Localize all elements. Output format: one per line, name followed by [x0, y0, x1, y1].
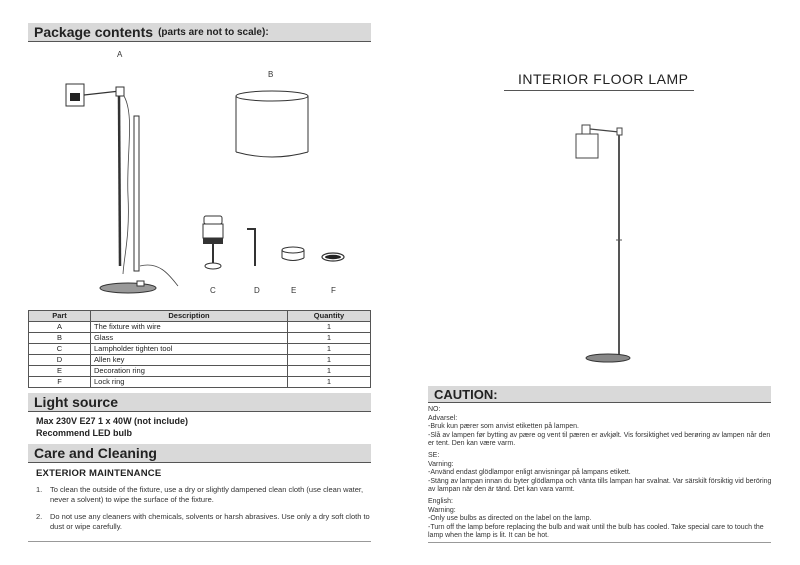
caution-line: -Only use bulbs as directed on the label on the lamp.: [428, 515, 592, 523]
care-header: [28, 444, 371, 463]
cell-description: Allen key: [91, 355, 288, 366]
caution-line: Advarsel:: [428, 414, 458, 422]
table-row: [29, 355, 371, 366]
cell-description: Decoration ring: [91, 366, 288, 377]
care-item-text: To clean the outside of the fixture, use a dry or slightly dampened clean cloth (use clean water, never a solvent) to wipe the surface of the fixture.: [50, 485, 364, 504]
cell-part: B: [29, 333, 91, 344]
title-underline: [504, 90, 694, 91]
table-row: [29, 377, 371, 388]
page-bottom-rule: [28, 541, 371, 542]
lock-ring-drawing: [320, 250, 346, 264]
label-part-f: F: [331, 286, 336, 295]
cell-description: The fixture with wire: [91, 322, 288, 333]
cell-part: F: [29, 377, 91, 388]
label-part-c: C: [210, 286, 216, 295]
package-contents-note: (parts are not to scale):: [158, 26, 269, 38]
cell-quantity: 1: [288, 377, 371, 388]
caution-header: [428, 386, 771, 403]
caution-line: -Stäng av lampan innan du byter glödlampa och vänta tills lampan har svalnat. Var särskilt försiktig vid beröring av lampan när den är tänd. Det kan vara varmt.: [428, 477, 772, 494]
cell-description: Glass: [91, 333, 288, 344]
caution-title: CAUTION:: [434, 386, 498, 402]
care-item-number: 1.: [36, 485, 43, 494]
cell-description: Lampholder tighten tool: [91, 344, 288, 355]
caution-line: Warning:: [428, 506, 456, 514]
light-source-text: [36, 415, 188, 439]
light-source-line1: Max 230V E27 1 x 40W (not include): [36, 416, 189, 426]
lampholder-tool-drawing: [200, 214, 226, 272]
parts-table: [28, 310, 371, 388]
table-header-row: [29, 311, 371, 322]
decoration-ring-drawing: [280, 246, 306, 264]
caution-line: SE:: [428, 451, 440, 459]
label-part-a: A: [117, 50, 123, 59]
caution-line: -Turn off the lamp before replacing the bulb and wait until the bulb has cooled. Take special care to touch the lamp when the lamp is lit. It can be hot.: [428, 523, 764, 540]
caution-line: -Slå av lampen før bytting av pære og vent til pæren er avkjølt. Vis forsiktighet ved berøring av lampen når den er tent. Den kan være varm.: [428, 431, 771, 448]
table-row: [29, 366, 371, 377]
fixture-drawing: [60, 76, 190, 298]
label-part-b: B: [268, 70, 274, 79]
cell-quantity: 1: [288, 366, 371, 377]
label-part-e: E: [291, 286, 297, 295]
package-contents-title: Package contents: [34, 24, 154, 40]
table-row: [29, 333, 371, 344]
cell-part: C: [29, 344, 91, 355]
label-part-d: D: [254, 286, 260, 295]
cell-part: E: [29, 366, 91, 377]
glass-drawing: [232, 88, 312, 164]
col-quantity: Quantity: [288, 311, 371, 322]
light-source-line2: Recommend LED bulb: [36, 428, 133, 438]
caution-line: NO:: [428, 406, 441, 413]
col-part: Part: [29, 311, 91, 322]
caution-line: Varning:: [428, 460, 454, 468]
light-source-header: [28, 393, 371, 412]
caution-text: [428, 406, 778, 541]
caution-line: -Bruk kun pærer som anvist etiketten på lampen.: [428, 423, 579, 431]
care-title: Care and Cleaning: [34, 445, 157, 461]
allen-key-drawing: [244, 226, 264, 270]
table-row: [29, 322, 371, 333]
table-row: [29, 344, 371, 355]
cell-quantity: 1: [288, 322, 371, 333]
floor-lamp-illustration: [570, 120, 640, 365]
product-title: INTERIOR FLOOR LAMP: [518, 71, 689, 87]
light-source-title: Light source: [34, 394, 119, 410]
cell-quantity: 1: [288, 355, 371, 366]
cell-quantity: 1: [288, 333, 371, 344]
col-description: Description: [91, 311, 288, 322]
care-subtitle: EXTERIOR MAINTENANCE: [36, 468, 162, 479]
cell-quantity: 1: [288, 344, 371, 355]
care-item-text: Do not use any cleaners with chemicals, solvents or harsh abrasives. Use only a dry soft cloth to dust or wipe carefully.: [50, 512, 370, 531]
package-contents-header: [28, 23, 371, 42]
cell-part: D: [29, 355, 91, 366]
cell-part: A: [29, 322, 91, 333]
cell-description: Lock ring: [91, 377, 288, 388]
right-page-bottom-rule: [428, 542, 771, 543]
care-item-number: 2.: [36, 512, 43, 521]
caution-line: English:: [428, 497, 453, 505]
caution-line: -Använd endast glödlampor enligt anvisningar på lampans etikett.: [428, 469, 631, 477]
